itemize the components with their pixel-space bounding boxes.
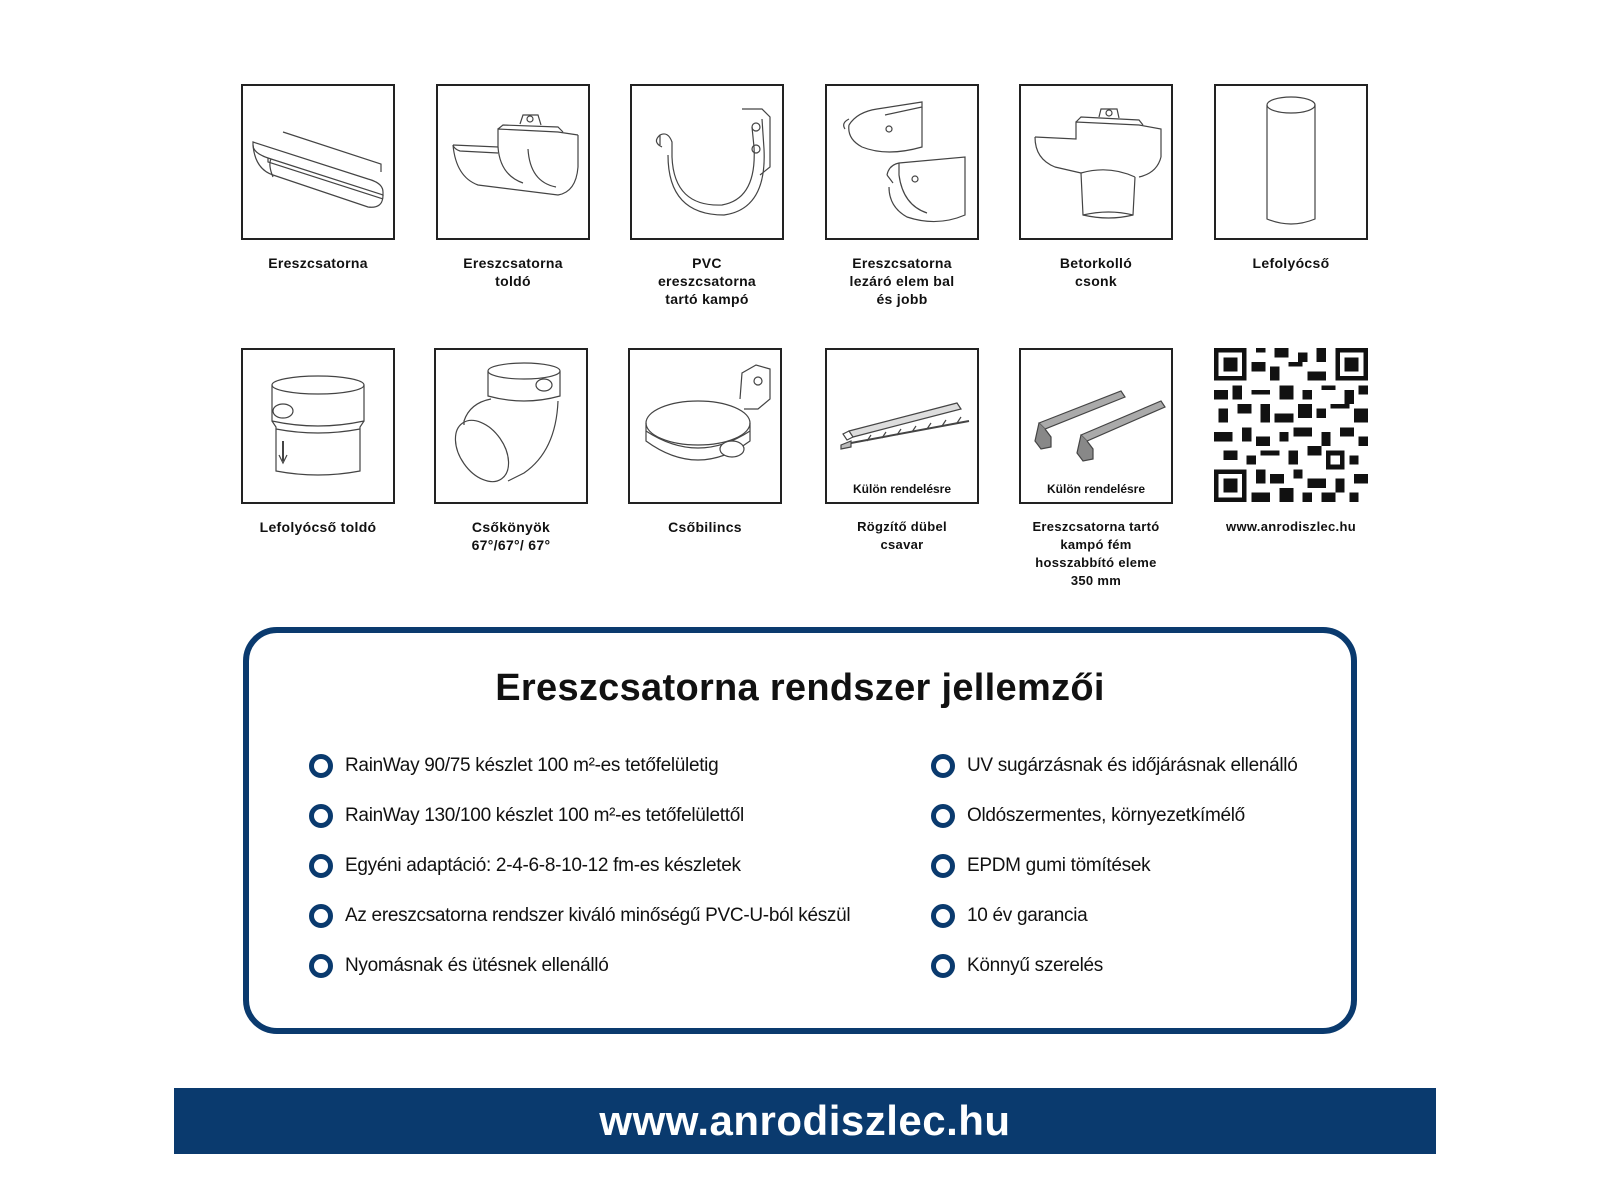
gutter-hook-icon <box>632 86 782 238</box>
footer-bar <box>174 1088 1436 1154</box>
product-label: Lefolyócső toldó <box>259 519 377 535</box>
product-label: Ereszcsatorna lezáró elem bal és jobb <box>849 255 955 307</box>
product-image-frame <box>241 348 395 504</box>
order-separately-note: Külön rendelésre <box>852 482 952 496</box>
gutter-end-cap-icon <box>827 86 977 238</box>
product-image-frame <box>628 348 782 504</box>
product-label: PVC ereszcsatorna tartó kampó <box>657 255 757 307</box>
feature-item: Könnyű szerelés <box>931 941 1298 991</box>
qr-code-icon <box>1214 348 1368 502</box>
features-panel <box>243 627 1357 1034</box>
product-image-frame <box>434 348 588 504</box>
bullet-icon <box>309 754 333 778</box>
feature-item: EPDM gumi tömítések <box>931 841 1298 891</box>
product-image-frame <box>825 84 979 240</box>
bullet-icon <box>931 954 955 978</box>
product-image-frame <box>630 84 784 240</box>
feature-item: Az ereszcsatorna rendszer kiváló minőségű PVC-U-ból készül <box>309 891 850 941</box>
bullet-icon <box>309 854 333 878</box>
product-label: Rögzítő dübel csavar <box>857 519 947 552</box>
feature-item: RainWay 130/100 készlet 100 m²-es tetőfelülettől <box>309 791 850 841</box>
features-right-list <box>931 741 1298 991</box>
bullet-icon <box>309 804 333 828</box>
feature-item: Egyéni adaptáció: 2-4-6-8-10-12 fm-es készletek <box>309 841 850 891</box>
hook-extension-icon <box>1021 350 1171 502</box>
gutter-connector-icon <box>438 86 588 238</box>
product-image-frame <box>825 348 979 504</box>
product-label: Csőbilincs <box>668 519 742 535</box>
footer-website-link[interactable]: www.anrodiszlec.hu <box>599 1097 1011 1144</box>
bullet-icon <box>309 904 333 928</box>
feature-item: Nyomásnak és ütésnek ellenálló <box>309 941 850 991</box>
product-label: Ereszcsatorna tartó kampó fém hosszabbító eleme 350 mm <box>1032 519 1160 588</box>
product-label: Ereszcsatorna <box>268 255 368 271</box>
product-image-frame <box>1019 348 1173 504</box>
product-label: Ereszcsatorna toldó <box>463 255 563 289</box>
feature-item: 10 év garancia <box>931 891 1298 941</box>
features-title: Ereszcsatorna rendszer jellemzői <box>495 667 1105 709</box>
bullet-icon <box>309 954 333 978</box>
order-separately-note: Külön rendelésre <box>1046 482 1146 496</box>
bullet-icon <box>931 804 955 828</box>
product-label: Csőkönyök 67°/67°/ 67° <box>471 519 551 553</box>
gutter-outlet-icon <box>1021 86 1171 238</box>
product-label: Betorkolló csonk <box>1059 255 1133 289</box>
bullet-icon <box>931 754 955 778</box>
downpipe-connector-icon <box>243 350 393 502</box>
product-image-frame <box>1214 84 1368 240</box>
bullet-icon <box>931 904 955 928</box>
product-image-frame <box>436 84 590 240</box>
feature-item: Oldószermentes, környezetkímélő <box>931 791 1298 841</box>
pipe-clamp-icon <box>630 350 780 502</box>
gutter-icon <box>243 86 393 238</box>
product-image-frame <box>1019 84 1173 240</box>
features-left-list <box>309 741 850 991</box>
qr-code[interactable] <box>1214 348 1368 502</box>
downpipe-icon <box>1216 86 1366 238</box>
pipe-elbow-icon <box>436 350 586 502</box>
feature-item: RainWay 90/75 készlet 100 m²-es tetőfelületig <box>309 741 850 791</box>
bullet-icon <box>931 854 955 878</box>
product-image-frame <box>241 84 395 240</box>
product-label: Lefolyócső <box>1252 255 1330 271</box>
anchor-screw-icon <box>827 350 977 502</box>
website-link[interactable]: www.anrodiszlec.hu <box>1226 519 1356 534</box>
feature-item: UV sugárzásnak és időjárásnak ellenálló <box>931 741 1298 791</box>
